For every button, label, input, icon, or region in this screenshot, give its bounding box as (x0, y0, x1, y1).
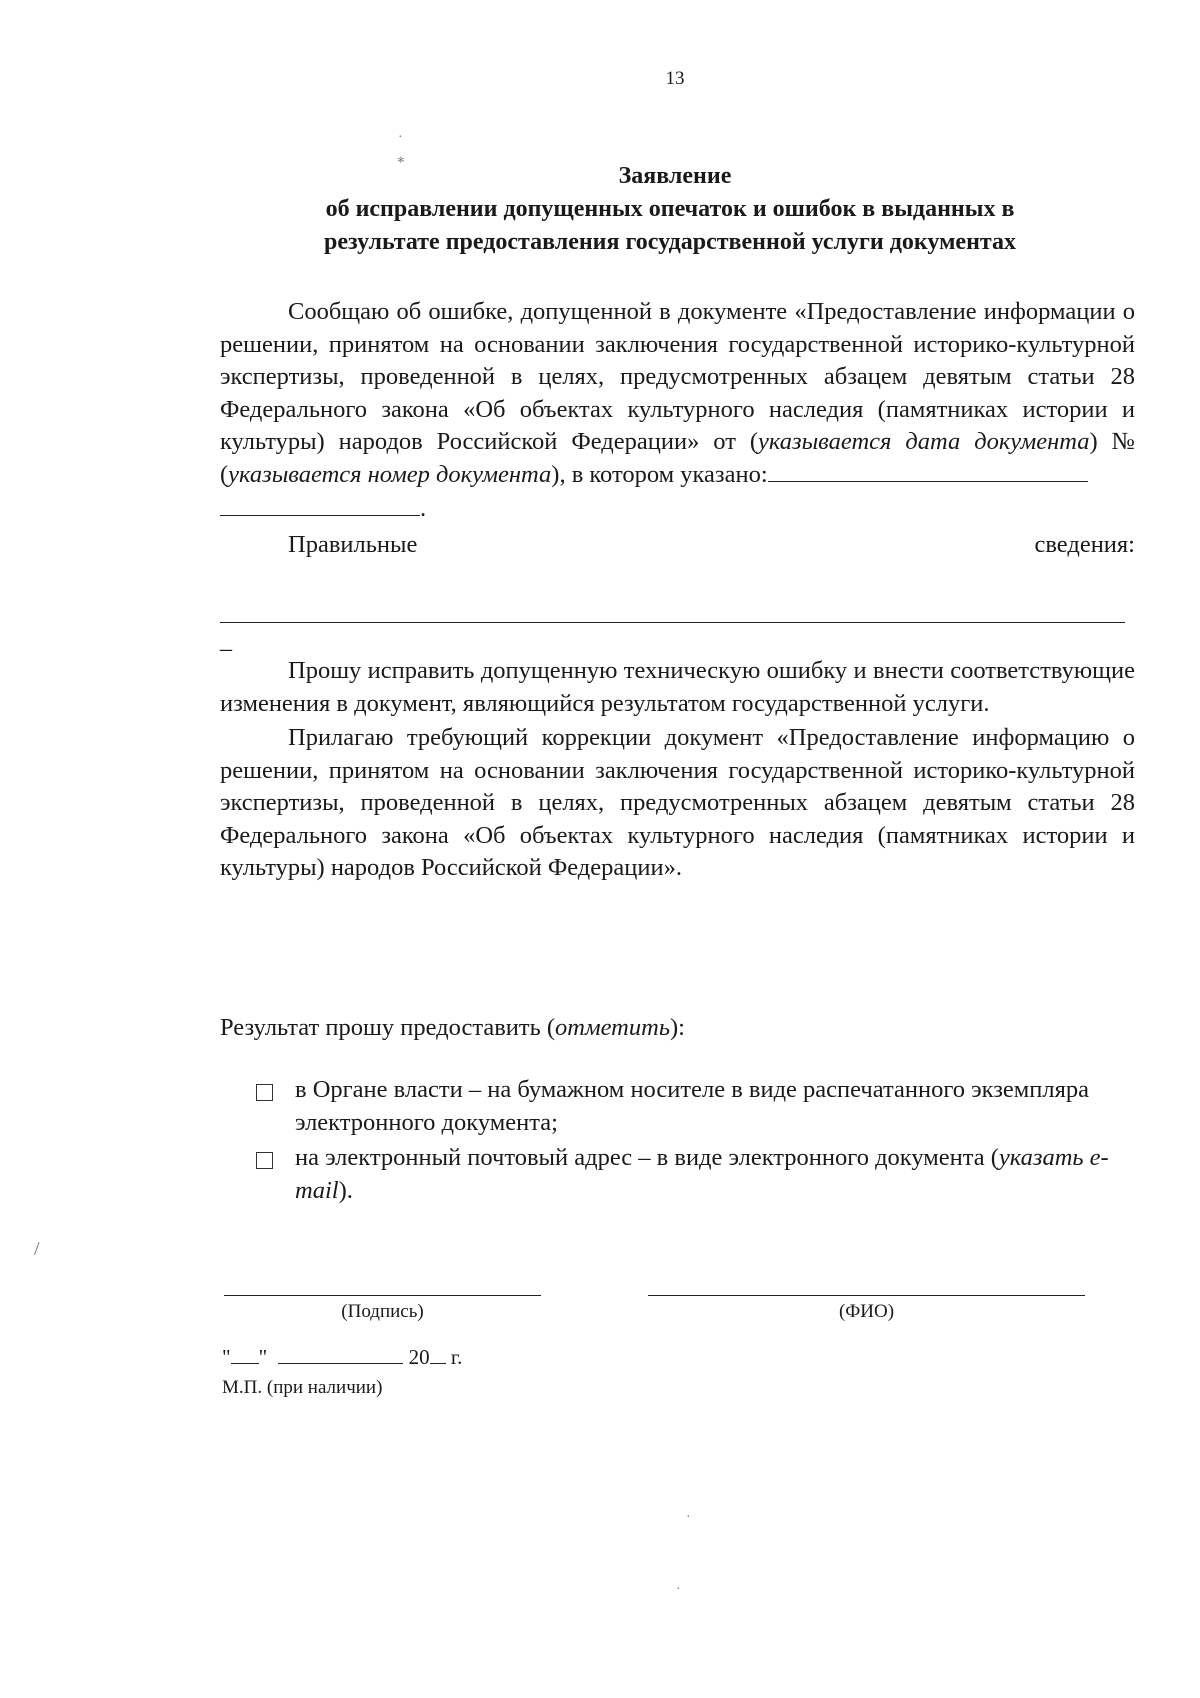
correct-info-label-right: сведения: (1034, 530, 1135, 558)
option-email-text-before: на электронный почтовый адрес – в виде электронного документа ( (295, 1144, 999, 1171)
result-italic: отметить (555, 1014, 670, 1041)
error-report-text (220, 296, 1135, 491)
year-suffix: г. (450, 1345, 463, 1369)
para1-text-before: Сообщаю об ошибке, допущенной в документе «Предоставление информации о решении, принятом на основании заключения государственной историко-культурной экспертизы, проведенной в целях, предусмотренных абзацем девятым статьи 28 Федерального закона «Об объектах культурного наследия (памятниках истории и культуры) народов Российской Федерации» от ( (220, 298, 1135, 455)
correct-info-blank-line[interactable] (220, 622, 1125, 623)
full-name-line[interactable] (648, 1295, 1085, 1296)
para1-text-after: ), в котором указано: (551, 460, 768, 488)
scan-speck: ∗ (396, 153, 406, 168)
request-correction-text: Прошу исправить допущенную техническую ошибку и внести соответствующие изменения в документ, являющийся результатом государственной услуги. (220, 657, 1135, 717)
error-blank-continuation (220, 493, 1135, 526)
option-email (256, 1142, 1116, 1207)
option-email-checkbox[interactable] (256, 1152, 273, 1169)
scan-speck: · (676, 1582, 681, 1597)
document-title (210, 160, 1130, 259)
year-blank[interactable] (430, 1347, 446, 1364)
stamp-note: М.П. (при наличии) (222, 1377, 383, 1398)
error-report-paragraph (220, 296, 1135, 561)
title-line-3: результате предоставления государственной услуги документах (324, 229, 1016, 255)
option-paper-label: в Органе власти – на бумажном носителе в виде распечатанного экземпляра электронного документа; (295, 1076, 1090, 1136)
option-email-text-after: ). (338, 1176, 353, 1204)
signature-caption: (Подпись) (341, 1301, 424, 1322)
error-blank-line-2[interactable] (220, 493, 420, 516)
document-date-placeholder: указывается дата документа (758, 428, 1090, 455)
attachment-text: Прилагаю требующий коррекции документ «Предоставление информацию о решении, принятом на основании заключения государственной историко-культурной экспертизы, проведенной в целях, предусмотренных абзацем девятым статьи 28 Федерального закона «Об объектах культурного наследия (памятниках истории и культуры) народов Российской Федерации». (220, 724, 1135, 881)
option-paper (256, 1074, 1116, 1139)
scan-speck: · (398, 130, 403, 145)
title-line-1: Заявление (618, 163, 732, 189)
result-suffix: ): (669, 1014, 685, 1041)
request-paragraphs (220, 655, 1135, 885)
correct-info-row (220, 529, 1135, 562)
delivery-options (256, 1074, 1116, 1210)
page-number: 13 (665, 68, 685, 89)
date-line (222, 1345, 462, 1370)
scan-speck: · (686, 1510, 691, 1525)
result-prefix: Результат прошу предоставить ( (220, 1014, 556, 1041)
error-blank-line-1[interactable] (768, 459, 1088, 482)
full-name-caption: (ФИО) (838, 1301, 895, 1322)
document-number-placeholder: указывается номер документа (228, 460, 552, 488)
signature-line[interactable] (224, 1295, 541, 1296)
para1-text-mid: ) № ( (220, 428, 1135, 488)
title-line-2: об исправлении допущенных опечаток и ошибок в выданных в (325, 196, 1015, 222)
day-blank[interactable] (231, 1347, 259, 1364)
result-delivery-label (220, 1014, 685, 1042)
option-email-label (295, 1142, 1116, 1207)
para1-end-dot: . (420, 495, 427, 522)
option-email-italic: указать e-mail (295, 1144, 1109, 1204)
option-paper-checkbox[interactable] (256, 1084, 273, 1101)
month-blank[interactable] (278, 1347, 403, 1364)
date-quote-open: " (222, 1345, 231, 1369)
correct-info-dash: _ (220, 628, 232, 654)
scan-mark: / (34, 1238, 40, 1260)
correct-info-label-left: Правильные (288, 530, 418, 558)
date-quote-close: " (258, 1345, 268, 1369)
year-prefix: 20 (408, 1345, 430, 1369)
